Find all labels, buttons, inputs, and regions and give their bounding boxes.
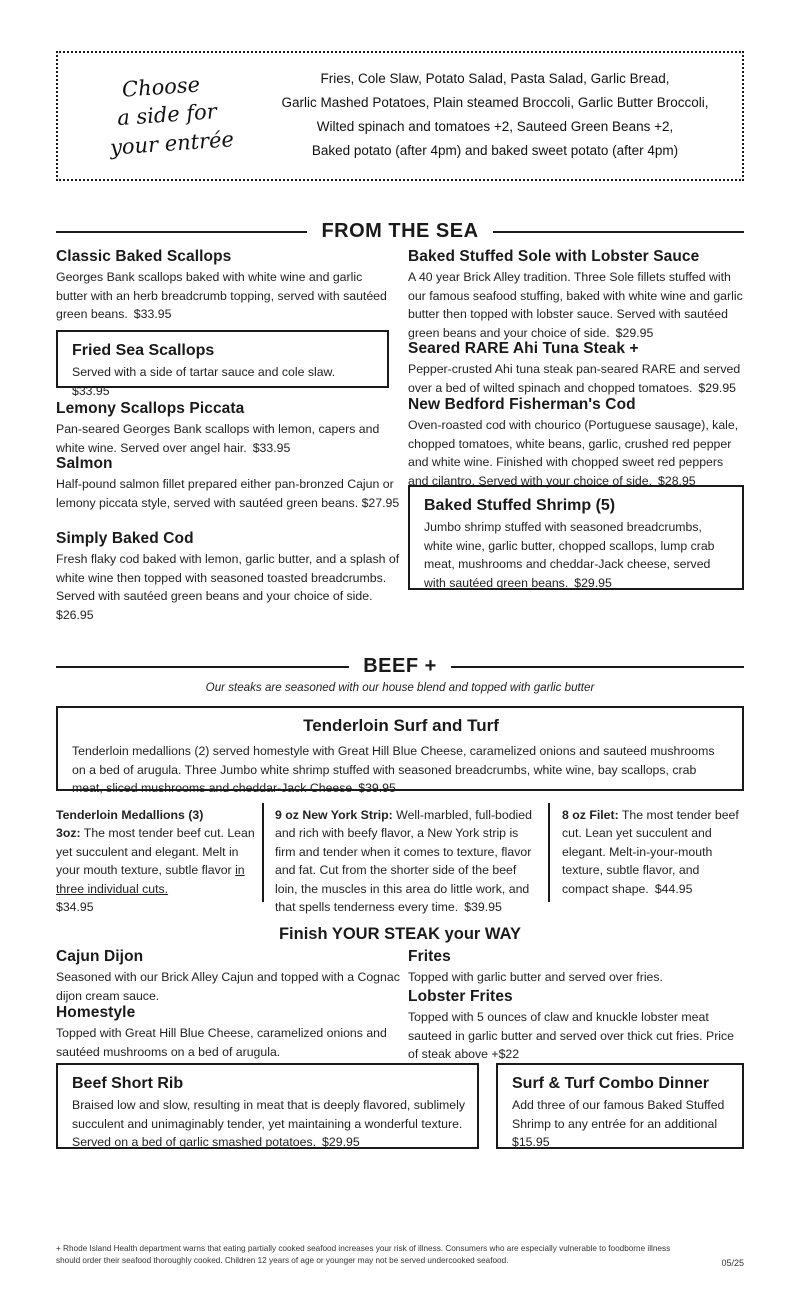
heading-rule-left <box>56 666 349 668</box>
menu-item-baked-stuffed-shrimp <box>408 485 744 590</box>
menu-item-tenderloin-surf-and-turf <box>56 706 744 796</box>
side-item-line: Fries, Cole Slaw, Potato Salad, Pasta Salad, Garlic Bread, <box>320 71 670 86</box>
item-name: Tenderloin Medallions (3) <box>56 808 204 822</box>
item-price: $39.95 <box>358 781 396 796</box>
item-price: $44.95 <box>654 881 693 896</box>
item-name: Surf & Turf Combo Dinner <box>512 1075 710 1092</box>
beef-subtitle: Our steaks are seasoned with our house blend and topped with garlic butter <box>205 681 595 694</box>
column-divider <box>548 803 550 902</box>
side-box-items <box>258 67 732 163</box>
item-price: $29.95 <box>574 576 612 591</box>
item-name: Tenderloin Surf and Turf <box>303 716 499 735</box>
section-heading-beef <box>56 655 744 678</box>
heading-rule-right <box>493 231 744 233</box>
item-desc-text: The most tender beef cut. Lean yet succulent and elegant. Melt in your mouth texture, subtle flavor <box>56 826 255 878</box>
menu-item-simply-baked-cod <box>56 530 401 625</box>
item-description: Topped with garlic butter and served over fries. <box>408 970 663 984</box>
heading-rule-left <box>56 231 307 233</box>
footer-disclaimer: + Rhode Island Health department warns that eating partially cooked seafood increases your risk of illness. Consumers who are especially vulnerable to foodborne illness should order their seafood thoroughly cooked. Children 12 years of age or younger may not be served undercooked seafood. <box>56 1244 671 1265</box>
item-desc-text: Served with a side of tartar sauce and cole slaw. <box>72 365 336 379</box>
item-price: $26.95 <box>56 608 94 623</box>
item-price: $33.95 <box>252 440 291 455</box>
menu-item-filet <box>562 806 747 898</box>
item-name: 8 oz Filet: <box>562 808 619 822</box>
item-description: Topped with 5 ounces of claw and knuckle lobster meat sauteed in garlic butter and served over thick cut fries. Price of steak above +$22 <box>408 1010 735 1062</box>
item-description <box>72 363 375 400</box>
section-title: BEEF + <box>363 655 437 677</box>
item-desc-text: The most tender beef cut. Lean yet succulent and elegant. Melt-in-your-mouth texture, subtle flavor, and compact shape. <box>562 808 739 896</box>
item-name: Frites <box>408 948 451 965</box>
item-desc-text: Jumbo shrimp stuffed with seasoned breadcrumbs, white wine, garlic butter, chopped scallops, lump crab meat, mushrooms and cheddar-Jack cheese, served with sautéed green beans. <box>424 520 715 591</box>
side-box-label-line2: a side for <box>116 99 218 131</box>
finish-steak-heading: Finish YOUR STEAK your WAY <box>278 925 522 943</box>
menu-item-classic-baked-scallops <box>56 248 396 324</box>
item-name: 9 oz New York Strip: <box>275 808 393 822</box>
item-price: $28.95 <box>658 474 696 489</box>
menu-item-salmon <box>56 455 401 512</box>
item-price: $39.95 <box>464 900 502 915</box>
menu-item-seared-rare-ahi-tuna <box>408 340 746 397</box>
item-price: $33.95 <box>133 307 172 322</box>
item-desc-text: Fresh flaky cod baked with lemon, garlic butter, and a splash of white wine then topped with seasoned toasted breadcrumbs. Served with sautéed green beans and your choice of side. <box>56 552 400 604</box>
item-description <box>56 550 401 625</box>
item-description <box>424 518 730 593</box>
item-description <box>56 475 401 512</box>
item-price: $33.95 <box>72 383 110 398</box>
item-name: Beef Short Rib <box>72 1075 184 1092</box>
item-name: Fried Sea Scallops <box>72 342 215 359</box>
item-price: $29.95 <box>322 1135 360 1150</box>
item-description <box>408 268 746 343</box>
item-name: Baked Stuffed Shrimp (5) <box>424 497 616 514</box>
menu-item-fried-sea-scallops <box>56 330 389 398</box>
item-desc-text: Pan-seared Georges Bank scallops with lemon, capers and white wine. Served over angel hair. <box>56 422 380 455</box>
item-desc-emphasis: in three individual cuts. <box>56 863 245 896</box>
item-desc-text: Half-pound salmon fillet prepared either pan-bronzed Cajun or lemony piccata style, served with sautéed green beans. <box>56 477 394 510</box>
item-name: Lobster Frites <box>408 988 513 1005</box>
menu-item-cajun-dijon <box>56 948 401 1005</box>
item-name: Classic Baked Scallops <box>56 248 232 265</box>
footer-date: 05/25 <box>721 1258 744 1268</box>
menu-item-surf-turf-combo-dinner <box>496 1063 744 1149</box>
item-description: Topped with Great Hill Blue Cheese, caramelized onions and sautéed mushrooms on a bed of arugula. <box>56 1026 387 1059</box>
item-desc-text: Well-marbled, full-bodied and rich with beefy flavor, a New York strip is firm and tender when it comes to texture, flavor and fat. Cut from the shorter side of the beef loin, the muscles in this area do little work, and that spells tenderness every time. <box>275 808 532 915</box>
side-choice-box <box>56 51 744 181</box>
section-title: FROM THE SEA <box>321 220 479 242</box>
item-desc-text: Georges Bank scallops baked with white wine and garlic butter with an herb breadcrumb topping, served with sautéed green beans. <box>56 270 387 322</box>
item-description <box>56 420 396 457</box>
item-price: $27.95 <box>361 495 400 510</box>
item-name: Seared RARE Ahi Tuna Steak + <box>408 340 639 357</box>
item-name: Simply Baked Cod <box>56 530 194 547</box>
item-desc-text: Braised low and slow, resulting in meat that is deeply flavored, sublimely succulent and unimaginably tender, yet maintaining a wonderful texture. Served on a bed of garlic smashed potatoes. <box>72 1098 466 1150</box>
item-name: Salmon <box>56 455 113 472</box>
column-divider <box>262 803 264 902</box>
menu-item-new-york-strip <box>275 806 538 917</box>
item-description <box>408 360 746 397</box>
item-name: Cajun Dijon <box>56 948 144 965</box>
item-weight-label: 3oz: <box>56 826 81 841</box>
item-name: New Bedford Fisherman's Cod <box>408 396 636 413</box>
side-item-line: Baked potato (after 4pm) and baked sweet potato (after 4pm) <box>311 143 679 159</box>
item-name: Lemony Scallops Piccata <box>56 400 245 417</box>
item-description <box>408 416 746 491</box>
menu-item-tenderloin-medallions <box>56 806 256 917</box>
item-description: Seasoned with our Brick Alley Cajun and topped with a Cognac dijon cream sauce. <box>56 970 400 1003</box>
side-box-label <box>65 66 260 164</box>
menu-item-homestyle <box>56 1004 401 1061</box>
section-heading-from-the-sea <box>56 220 744 243</box>
item-desc-text: Tenderloin medallions (2) served homestyle with Great Hill Blue Cheese, caramelized onions and sauteed mushrooms on a bed of arugula. Three Jumbo white shrimp stuffed with seasoned breadcrumbs, white wine, bay scallops, crab meat, sliced mushrooms and cheddar-Jack Cheese <box>72 744 715 796</box>
side-item-line: Wilted spinach and tomatoes +2, Sauteed Green Beans +2, <box>316 119 674 135</box>
menu-item-baked-stuffed-sole <box>408 248 746 343</box>
menu-item-frites <box>408 948 746 987</box>
item-description <box>72 1096 465 1152</box>
menu-item-lobster-frites <box>408 988 746 1064</box>
item-name: Baked Stuffed Sole with Lobster Sauce <box>408 248 700 265</box>
side-box-label-line1: Choose <box>121 71 201 102</box>
item-desc-text: A 40 year Brick Alley tradition. Three Sole fillets stuffed with our famous seafood stuffing, baked with white wine and garlic butter then topped with lobster sauce. Served with sautéed green beans and your choice of side. <box>408 270 743 341</box>
item-desc-text: Pepper-crusted Ahi tuna steak pan-seared RARE and served over a bed of wilted spinach and chopped tomatoes. <box>408 362 741 395</box>
menu-item-new-bedford-fishermans-cod <box>408 396 746 491</box>
side-box-label-line3: your entrée <box>109 126 235 159</box>
item-description: Add three of our famous Baked Stuffed Shrimp to any entrée for an additional $15.95 <box>512 1098 725 1150</box>
side-item-line: Garlic Mashed Potatoes, Plain steamed Broccoli, Garlic Butter Broccoli, <box>281 95 709 111</box>
item-price: $29.95 <box>698 380 737 395</box>
item-desc-text: Oven-roasted cod with chourico (Portuguese sausage), kale, chopped tomatoes, white beans, garlic, crushed red pepper and white wine. Finished with chopped sweet red peppers and cilantro. Served with your choice of side. <box>408 418 739 489</box>
item-description <box>72 742 730 798</box>
item-name: Homestyle <box>56 1004 136 1021</box>
menu-item-beef-short-rib <box>56 1063 479 1149</box>
heading-rule-right <box>451 666 744 668</box>
item-price: $29.95 <box>615 326 654 341</box>
menu-item-lemony-scallops-piccata <box>56 400 396 457</box>
item-description <box>56 268 396 324</box>
item-price: $34.95 <box>56 900 94 915</box>
